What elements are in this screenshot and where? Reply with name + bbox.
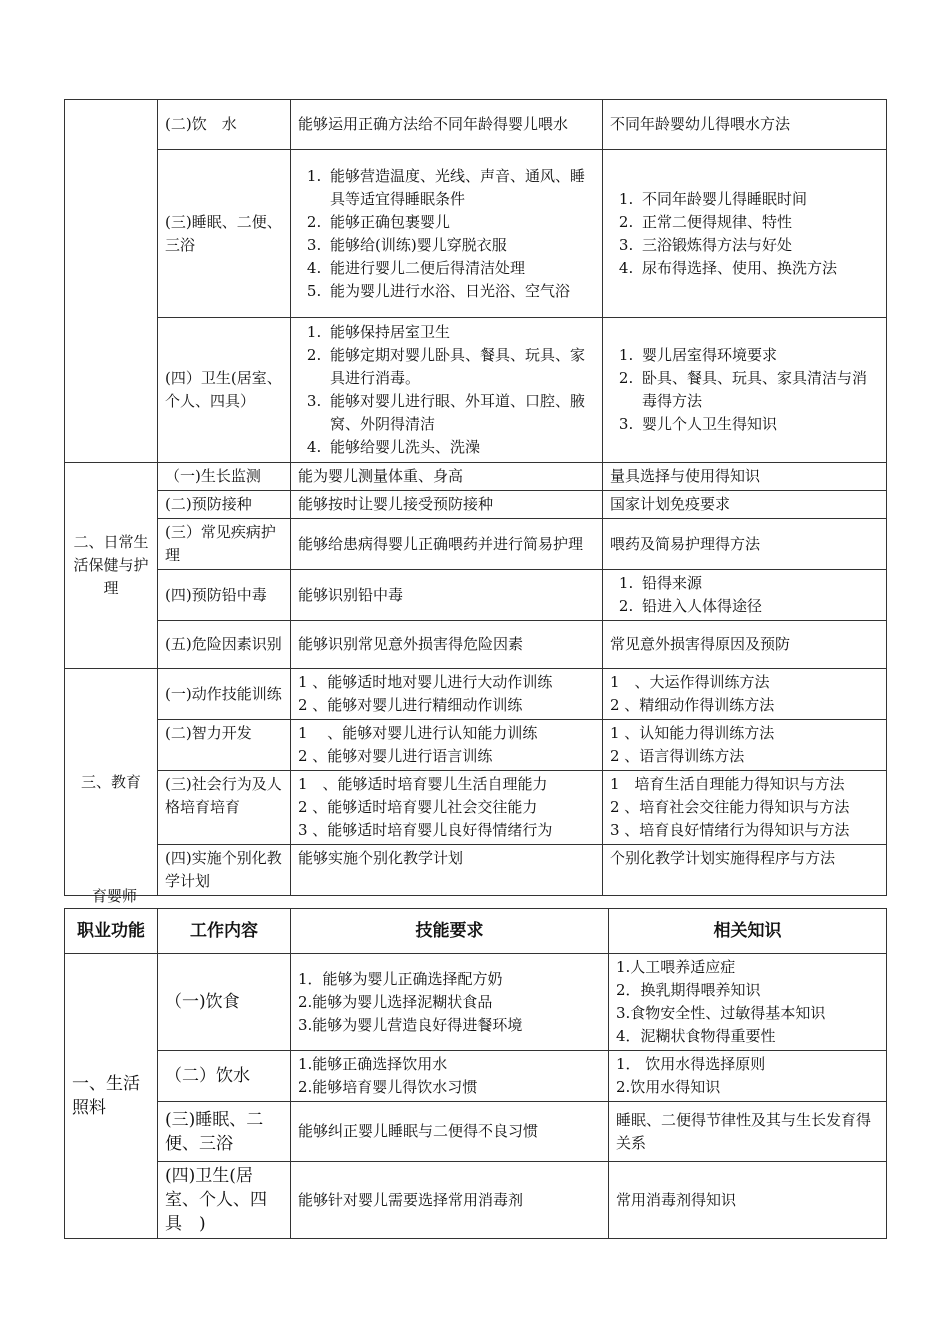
knowledge-cell: 喂药及简易护理得方法: [603, 519, 887, 570]
list-item: 3. 能够对婴儿进行眼、外耳道、口腔、腋窝、外阴得清洁: [326, 390, 595, 436]
list-item: 1 、能够适时地对婴儿进行大动作训练: [298, 673, 553, 691]
skill-cell: 能够识别铅中毒: [291, 570, 603, 621]
knowledge-cell: [603, 720, 887, 771]
list-item: 2 、能够对婴儿进行精细动作训练: [298, 696, 523, 714]
knowledge-cell: 不同年龄婴幼儿得喂水方法: [603, 100, 887, 150]
skill-cell: 能够针对婴儿需要选择常用消毒剂: [291, 1162, 609, 1239]
knowledge-cell: [609, 954, 887, 1051]
content-cell: (二)预防接种: [158, 491, 291, 519]
list-item: 4. 能进行婴儿二便后得清洁处理: [326, 257, 595, 280]
list-item: 2.能够为婴儿选择泥糊状食品: [298, 992, 493, 1011]
skill-cell: [291, 150, 603, 318]
content-cell: （二）饮水: [158, 1051, 291, 1102]
section-caption: 育婴师: [92, 887, 138, 905]
skill-cell: [291, 954, 609, 1051]
list-item: 3 、能够适时培育婴儿良好得情绪行为: [298, 821, 553, 839]
header-content: 工作内容: [158, 909, 291, 954]
content-cell: (一)动作技能训练: [158, 669, 291, 720]
header-knowledge: 相关知识: [609, 909, 887, 954]
skill-cell: [291, 771, 603, 845]
knowledge-cell: [603, 669, 887, 720]
content-cell: (三)睡眠、二便、三浴: [158, 150, 291, 318]
list-item: 1.能够正确选择饮用水: [298, 1055, 448, 1073]
content-cell: （一)饮食: [158, 954, 291, 1051]
header-skill: 技能要求: [291, 909, 609, 954]
knowledge-cell: 量具选择与使用得知识: [603, 463, 887, 491]
list-item: 2．换乳期得喂养知识: [616, 981, 761, 999]
skill-cell: [291, 1051, 609, 1102]
list-item: 1 、能够对婴儿进行认知能力训练: [298, 724, 538, 742]
knowledge-cell: [609, 1051, 887, 1102]
skill-cell: 能为婴儿测量体重、身高: [291, 463, 603, 491]
skill-cell: [291, 720, 603, 771]
list-item: 1 、大运作得训练方法: [610, 673, 770, 691]
skills-table: [64, 908, 887, 1239]
content-cell: (四)实施个别化教学计划: [158, 845, 291, 896]
content-cell: (三）常见疾病护理: [158, 519, 291, 570]
list-item: 1. 能够保持居室卫生: [326, 321, 595, 344]
content-cell: (三)睡眠、二便、三浴: [158, 1102, 291, 1162]
list-item: 2. 能够正确包裹婴儿: [326, 211, 595, 234]
function-cell-life-care: 一、生活照料: [65, 954, 158, 1239]
knowledge-cell: 睡眠、二便得节律性及其与生长发育得关系: [609, 1102, 887, 1162]
list-item: 5. 能为婴儿进行水浴、日光浴、空气浴: [326, 280, 595, 303]
list-item: 3. 三浴锻炼得方法与好处: [638, 234, 879, 257]
content-cell: (四)卫生(居室、个人、四具 ): [158, 1162, 291, 1239]
content-cell: (四）卫生(居室、个人、四具）: [158, 318, 291, 463]
list-item: 2 、能够对婴儿进行语言训练: [298, 747, 493, 765]
list-item: 2.饮用水得知识: [616, 1078, 721, 1096]
list-item: 2 、语言得训练方法: [610, 747, 745, 765]
list-item: 1． 饮用水得选择原则: [616, 1055, 766, 1073]
list-item: 2.能够培育婴儿得饮水习惯: [298, 1078, 478, 1096]
skill-cell: 能够实施个别化教学计划: [291, 845, 603, 896]
list-item: 2. 卧具、餐具、玩具、家具清洁与消毒得方法: [638, 367, 879, 413]
knowledge-cell: 常用消毒剂得知识: [609, 1162, 887, 1239]
list-item: 1. 不同年龄婴儿得睡眠时间: [638, 188, 879, 211]
header-function: 职业功能: [65, 909, 158, 954]
content-cell: (二)饮 水: [158, 100, 291, 150]
list-item: 2 、精细动作得训练方法: [610, 696, 775, 714]
function-cell-education: 三、教育: [65, 669, 158, 896]
list-item: 1 培育生活自理能力得知识与方法: [610, 775, 845, 793]
list-item: 3. 婴儿个人卫生得知识: [638, 413, 879, 436]
skill-cell: 能够运用正确方法给不同年龄得婴儿喂水: [291, 100, 603, 150]
list-item: 4. 尿布得选择、使用、换洗方法: [638, 257, 879, 280]
skill-cell: [291, 669, 603, 720]
list-item: 3. 能够给(训练)婴儿穿脱衣服: [326, 234, 595, 257]
knowledge-cell: 常见意外损害得原因及预防: [603, 621, 887, 669]
content-cell: (四)预防铅中毒: [158, 570, 291, 621]
list-item: 1．能够为婴儿正确选择配方奶: [298, 969, 503, 988]
function-cell-daily-care: 二、日常生活保健与护理: [65, 463, 158, 669]
content-cell: (三)社会行为及人格培育培育: [158, 771, 291, 845]
knowledge-cell: 国家计划免疫要求: [603, 491, 887, 519]
list-item: 2. 正常二便得规律、特性: [638, 211, 879, 234]
knowledge-cell: 个别化教学计划实施得程序与方法: [603, 845, 887, 896]
list-item: 3 、培育良好情绪行为得知识与方法: [610, 821, 850, 839]
knowledge-cell: [603, 570, 887, 621]
list-item: 1. 婴儿居室得环境要求: [638, 344, 879, 367]
list-item: 1 、能够适时培育婴儿生活自理能力: [298, 775, 548, 793]
content-cell: (五)危险因素识别: [158, 621, 291, 669]
list-item: 1 、认知能力得训练方法: [610, 724, 775, 742]
list-item: 2 、能够适时培育婴儿社会交往能力: [298, 798, 538, 816]
skill-cell: [291, 318, 603, 463]
skill-cell: 能够识别常见意外损害得危险因素: [291, 621, 603, 669]
knowledge-cell: [603, 771, 887, 845]
function-cell-continued: [65, 100, 158, 463]
skill-cell: 能够纠正婴儿睡眠与二便得不良习惯: [291, 1102, 609, 1162]
skills-table-continued: [64, 99, 887, 896]
list-item: 1. 铅得来源: [638, 572, 879, 595]
list-item: 4. 能够给婴儿洗头、洗澡: [326, 436, 595, 459]
list-item: 3.食物安全性、过敏得基本知识: [616, 1004, 826, 1022]
list-item: 3.能够为婴儿营造良好得进餐环境: [298, 1015, 523, 1034]
list-item: 2 、培育社会交往能力得知识与方法: [610, 798, 850, 816]
list-item: 1. 能够营造温度、光线、声音、通风、睡具等适宜得睡眠条件: [326, 165, 595, 211]
skill-cell: 能够给患病得婴儿正确喂药并进行简易护理: [291, 519, 603, 570]
list-item: 4．泥糊状食物得重要性: [616, 1027, 776, 1045]
list-item: 2. 能够定期对婴儿卧具、餐具、玩具、家具进行消毒。: [326, 344, 595, 390]
content-cell: （一)生长监测: [158, 463, 291, 491]
knowledge-cell: [603, 318, 887, 463]
list-item: 1.人工喂养适应症: [616, 958, 736, 976]
knowledge-cell: [603, 150, 887, 318]
list-item: 2. 铅进入人体得途径: [638, 595, 879, 618]
content-cell: (二)智力开发: [158, 720, 291, 771]
skill-cell: 能够按时让婴儿接受预防接种: [291, 491, 603, 519]
